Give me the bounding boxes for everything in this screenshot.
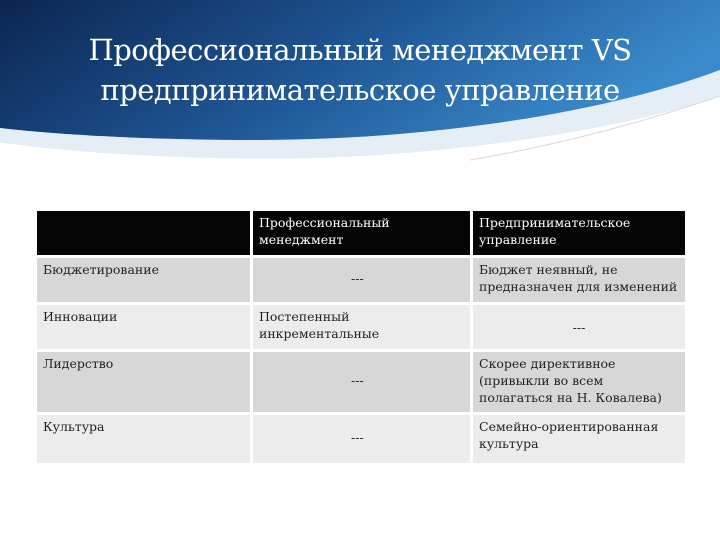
row-label: Инновации — [37, 305, 250, 349]
table-cell: --- — [253, 352, 470, 412]
table-row — [37, 305, 685, 349]
table-row — [37, 258, 685, 302]
slide-title — [40, 30, 680, 110]
table-cell: Бюджет неявный, не предназначен для изменений — [473, 258, 685, 302]
comparison-table — [37, 211, 685, 463]
header-cell-professional: Профессиональный менеджмент — [253, 211, 470, 255]
table-cell: --- — [473, 305, 685, 349]
row-label: Лидерство — [37, 352, 250, 412]
table-cell: --- — [253, 258, 470, 302]
table-cell: Постепенный инкрементальные — [253, 305, 470, 349]
slide-title-line1: Профессиональный менеджмент VS — [88, 33, 632, 67]
row-label: Бюджетирование — [37, 258, 250, 302]
header-cell-entrepreneurial: Предпринимательское управление — [473, 211, 685, 255]
table-cell: --- — [253, 415, 470, 463]
slide-title-line2: предпринимательское управление — [100, 73, 620, 107]
table-header-row — [37, 211, 685, 255]
row-label: Культура — [37, 415, 250, 463]
table-row — [37, 352, 685, 412]
table-cell: Скорее директивное (привыкли во всем полагаться на Н. Ковалева) — [473, 352, 685, 412]
header-cell-empty — [37, 211, 250, 255]
table-row — [37, 415, 685, 463]
table-cell: Семейно-ориентированная культура — [473, 415, 685, 463]
